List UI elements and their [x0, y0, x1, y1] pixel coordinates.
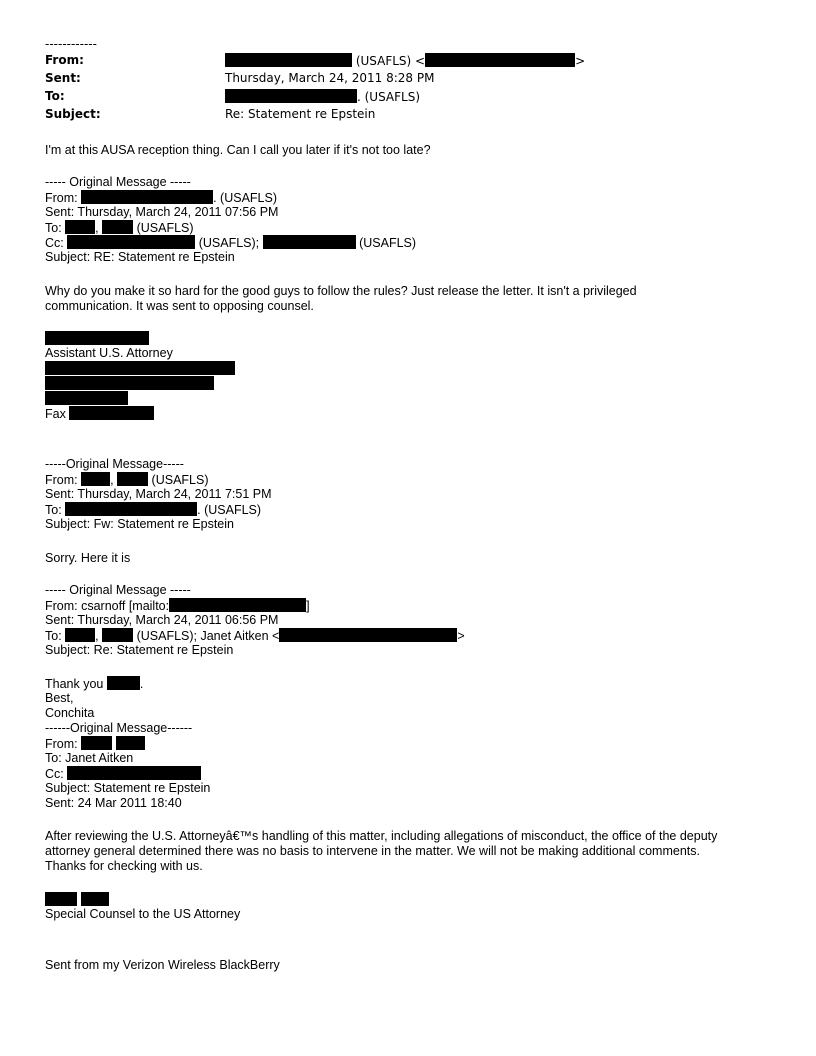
- msg3-from-suffix: (USAFLS): [148, 473, 209, 487]
- msg2-sig-fax-label: Fax: [45, 407, 70, 421]
- msg3-from-prefix: From:: [45, 473, 82, 487]
- msg4-to-suffix: >: [457, 629, 465, 643]
- subject-value: Re: Statement re Epstein: [225, 107, 376, 121]
- redaction-block: [81, 190, 213, 204]
- redaction-block: [102, 628, 133, 642]
- reply-body: I'm at this AUSA reception thing. Can I call you later if it's not too late?: [45, 143, 431, 157]
- msg3-from-sep: ,: [110, 473, 118, 487]
- msg5-sig-title: Special Counsel to the US Attorney: [45, 907, 241, 921]
- msg2-body-line1: Why do you make it so hard for the good guys to follow the rules? Just release the letter. It isn't a privileged: [45, 284, 637, 298]
- msg5-sent: Sent: 24 Mar 2011 18:40: [45, 796, 182, 810]
- msg5-subject: Subject: Statement re Epstein: [45, 781, 211, 795]
- msg2-to-suffix: (USAFLS): [133, 221, 194, 235]
- redaction-block: [45, 892, 77, 906]
- redaction-block: [225, 53, 352, 67]
- msg2-from-prefix: From:: [45, 191, 82, 205]
- redaction-block: [65, 502, 197, 516]
- msg3-to-prefix: To:: [45, 503, 66, 517]
- msg2-to: [45, 220, 194, 236]
- redaction-block: [45, 361, 235, 375]
- footer-sent-from: Sent from my Verizon Wireless BlackBerry: [45, 958, 280, 972]
- msg4-to: [45, 628, 465, 644]
- msg2-cc-prefix: Cc:: [45, 236, 68, 250]
- redaction-block: [65, 628, 95, 642]
- msg2-from-suffix: . (USAFLS): [213, 191, 278, 205]
- msg2-sig-fax: [45, 406, 154, 422]
- msg5-divider: ------Original Message------: [45, 721, 193, 735]
- from-value-end: >: [575, 54, 586, 68]
- msg5-cc-prefix: Cc:: [45, 767, 68, 781]
- msg3-subject: Subject: Fw: Statement re Epstein: [45, 517, 234, 531]
- msg4-thanks-suffix: .: [139, 677, 144, 691]
- msg2-sent: Sent: Thursday, March 24, 2011 07:56 PM: [45, 205, 279, 219]
- redaction-block: [81, 472, 110, 486]
- redaction-block: [45, 391, 128, 405]
- to-value-text: . (USAFLS): [357, 90, 421, 104]
- msg5-from: [45, 736, 145, 752]
- subject-label: Subject:: [45, 107, 101, 121]
- msg2-cc: [45, 235, 416, 251]
- msg4-thanks: [45, 676, 143, 692]
- header-separator: ------------: [45, 37, 97, 51]
- msg2-body-line2: communication. It was sent to opposing counsel.: [45, 299, 314, 313]
- msg4-divider: ----- Original Message -----: [45, 583, 191, 597]
- msg2-subject: Subject: RE: Statement re Epstein: [45, 250, 235, 264]
- msg4-thanks-prefix: Thank you: [45, 677, 107, 691]
- msg4-from: [45, 598, 310, 614]
- msg2-cc-mid: (USAFLS);: [195, 236, 263, 250]
- redaction-block: [81, 736, 112, 750]
- msg4-from-suffix: ]: [306, 599, 310, 613]
- msg4-to-sep: ,: [95, 629, 103, 643]
- msg4-subject: Subject: Re: Statement re Epstein: [45, 643, 234, 657]
- redaction-block: [116, 736, 145, 750]
- to-label: To:: [45, 89, 65, 103]
- redaction-block: [263, 235, 356, 249]
- redaction-block: [45, 331, 149, 345]
- redaction-block: [69, 406, 154, 420]
- msg4-name: Conchita: [45, 706, 95, 720]
- msg3-body: Sorry. Here it is: [45, 551, 131, 565]
- msg4-to-mid: (USAFLS); Janet Aitken <: [133, 629, 280, 643]
- redaction-block: [67, 766, 201, 780]
- msg2-sig-title: Assistant U.S. Attorney: [45, 346, 173, 360]
- msg5-body-line1: After reviewing the U.S. Attorneyâ€™s handling of this matter, including allegations of misconduct, the office of the deputy: [45, 829, 718, 843]
- msg4-best: Best,: [45, 691, 74, 705]
- from-label: From:: [45, 53, 84, 67]
- msg4-sent: Sent: Thursday, March 24, 2011 06:56 PM: [45, 613, 279, 627]
- msg5-from-prefix: From:: [45, 737, 82, 751]
- msg3-to-suffix: . (USAFLS): [197, 503, 262, 517]
- redaction-block: [425, 53, 575, 67]
- msg3-from: [45, 472, 209, 488]
- redaction-block: [107, 676, 140, 690]
- original-message-divider: ----- Original Message -----: [45, 175, 191, 189]
- msg5-body-line2: attorney general determined there was no basis to intervene in the matter. We will not be making additional comments.: [45, 844, 700, 858]
- msg3-sent: Sent: Thursday, March 24, 2011 7:51 PM: [45, 487, 272, 501]
- msg4-to-prefix: To:: [45, 629, 66, 643]
- redaction-block: [67, 235, 195, 249]
- msg5-body-line3: Thanks for checking with us.: [45, 859, 203, 873]
- sent-value: Thursday, March 24, 2011 8:28 PM: [225, 71, 435, 85]
- redaction-block: [169, 598, 306, 612]
- from-value: [225, 53, 585, 68]
- from-value-text: (USAFLS) <: [352, 54, 426, 68]
- to-value: [225, 89, 420, 104]
- msg5-to: To: Janet Aitken: [45, 751, 134, 765]
- msg2-to-sep: ,: [95, 221, 103, 235]
- redaction-block: [279, 628, 457, 642]
- msg2-cc-suffix: (USAFLS): [355, 236, 417, 250]
- redaction-block: [117, 472, 148, 486]
- msg5-cc: [45, 766, 201, 782]
- msg4-from-prefix: From: csarnoff [mailto:: [45, 599, 170, 613]
- redaction-block: [225, 89, 357, 103]
- redaction-block: [65, 220, 95, 234]
- redaction-block: [102, 220, 133, 234]
- msg3-to: [45, 502, 261, 518]
- redaction-block: [81, 892, 109, 906]
- msg3-divider: -----Original Message-----: [45, 457, 184, 471]
- sent-label: Sent:: [45, 71, 81, 85]
- redaction-block: [45, 376, 214, 390]
- msg2-to-prefix: To:: [45, 221, 66, 235]
- msg2-from: [45, 190, 277, 206]
